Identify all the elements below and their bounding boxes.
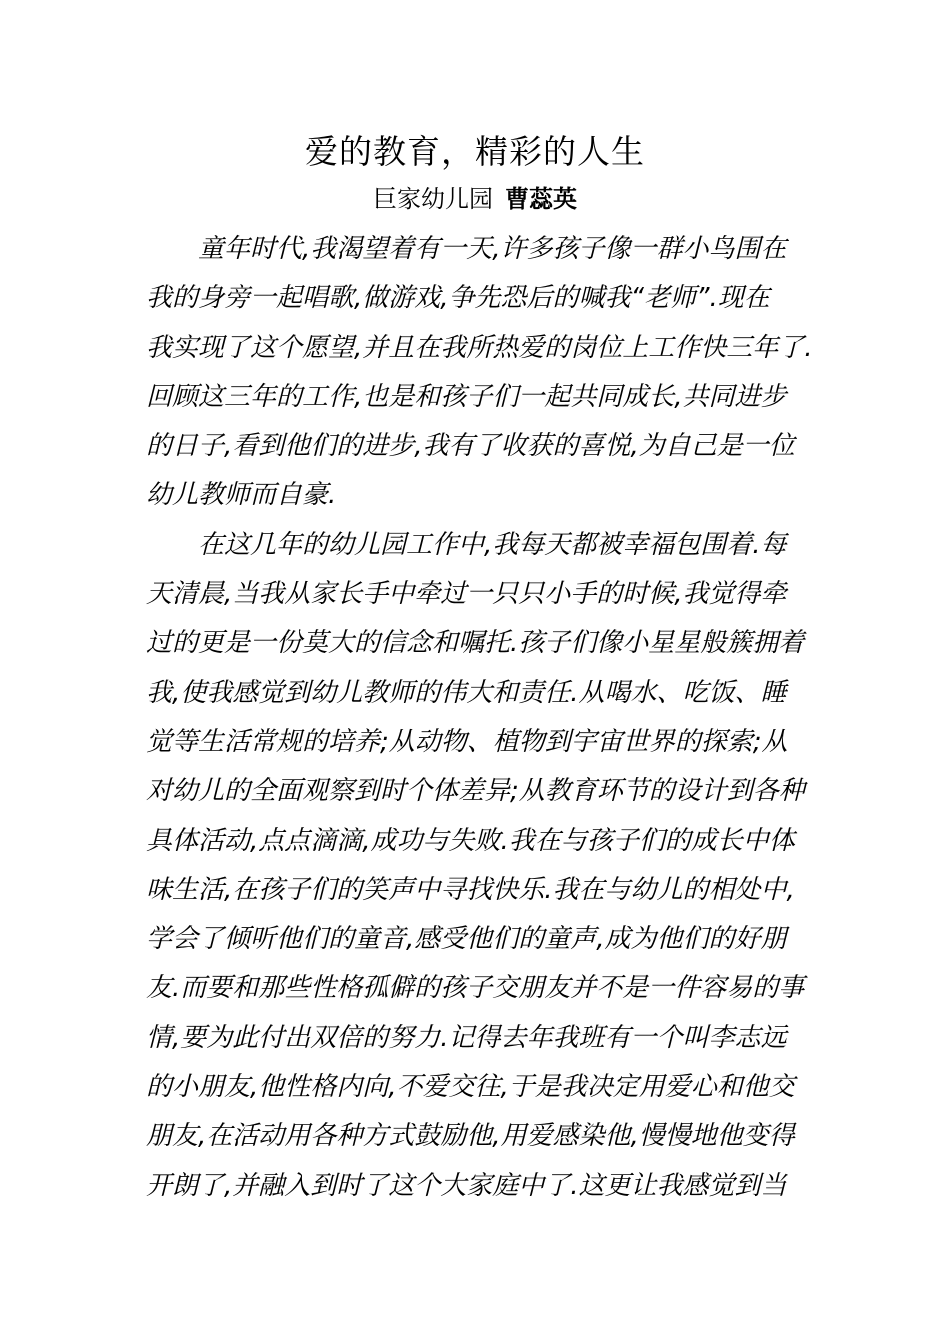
text-line: 回顾这三年的工作,也是和孩子们一起共同成长,共同进步 <box>146 381 787 412</box>
text-line: 开朗了,并融入到时了这个大家庭中了.这更让我感觉到当 <box>146 1170 787 1201</box>
text-line: 过的更是一份莫大的信念和嘱托.孩子们像小星星般簇拥着 <box>146 628 805 659</box>
paragraph <box>146 521 810 1211</box>
byline <box>0 179 950 219</box>
text-line: 具体活动,点点滴滴,成功与失败.我在与孩子们的成长中体 <box>146 825 795 856</box>
text-line: 的小朋友,他性格内向,不爱交往,于是我决定用爱心和他交 <box>146 1072 795 1103</box>
text-line: 情,要为此付出双倍的努力.记得去年我班有一个叫李志远 <box>146 1022 787 1053</box>
text-line: 朋友,在活动用各种方式鼓励他,用爱感染他,慢慢地他变得 <box>146 1121 795 1152</box>
school-name: 巨家幼儿园 <box>373 185 493 213</box>
text-line: 对幼儿的全面观察到时个体差异;从教育环节的设计到各种 <box>146 776 805 807</box>
article-body <box>146 225 813 1211</box>
text-line: 友.而要和那些性格孤僻的孩子交朋友并不是一件容易的事 <box>146 973 805 1004</box>
text-line: 觉等生活常规的培养;从动物、植物到宇宙世界的探索;从 <box>146 726 788 757</box>
text-line: 幼儿教师而自豪. <box>146 480 337 511</box>
text-line: 我实现了这个愿望,并且在我所热爱的岗位上工作快三年了. <box>146 332 813 363</box>
text-line: 的日子,看到他们的进步,我有了收获的喜悦,为自己是一位 <box>146 431 795 462</box>
text-line: 学会了倾听他们的童音,感受他们的童声,成为他们的好朋 <box>146 924 787 955</box>
text-line: 我的身旁一起唱歌,做游戏,争先恐后的喊我“老师”.现在 <box>146 283 770 314</box>
text-line: 我,使我感觉到幼儿教师的伟大和责任.从喝水、吃饭、睡 <box>146 677 787 708</box>
author-name: 曹蕊英 <box>505 185 577 213</box>
paragraph <box>146 225 813 521</box>
text-line: 童年时代,我渴望着有一天,许多孩子像一群小鸟围在 <box>198 234 787 264</box>
text-line: 在这几年的幼儿园工作中,我每天都被幸福包围着.每 <box>198 529 787 560</box>
document-title: 爱的教育，精彩的人生 <box>305 132 645 171</box>
text-line: 味生活,在孩子们的笑声中寻找快乐.我在与幼儿的相处中, <box>146 874 795 905</box>
text-line: 天清晨,当我从家长手中牵过一只只小手的时候,我觉得牵 <box>146 579 787 610</box>
